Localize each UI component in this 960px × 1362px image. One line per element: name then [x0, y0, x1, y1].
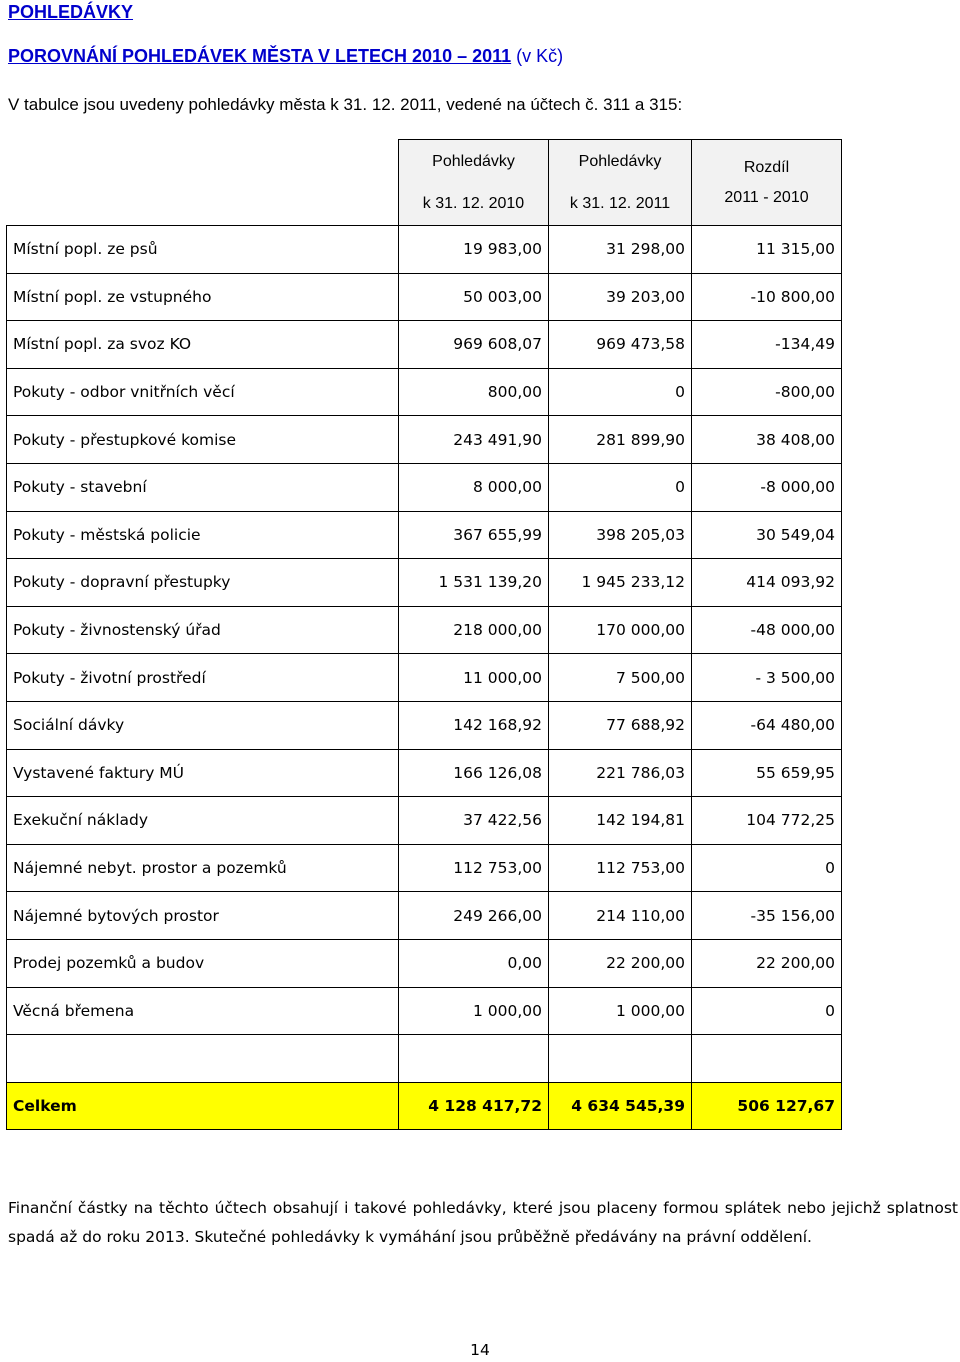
row-label: Nájemné bytových prostor: [7, 892, 399, 940]
row-label: Prodej pozemků a budov: [7, 939, 399, 987]
value-2010: 142 168,92: [399, 701, 549, 749]
value-2011: 22 200,00: [549, 939, 692, 987]
header-2010: [399, 140, 549, 226]
blank-cell: [399, 1035, 549, 1083]
value-diff: 0: [692, 987, 842, 1035]
row-label: Pokuty - stavební: [7, 463, 399, 511]
table-row: [7, 654, 842, 702]
value-diff: - 3 500,00: [692, 654, 842, 702]
row-label: Pokuty - živnostenský úřad: [7, 606, 399, 654]
table-row: [7, 511, 842, 559]
table-row: [7, 844, 842, 892]
row-label: Věcná břemena: [7, 987, 399, 1035]
value-diff: 11 315,00: [692, 226, 842, 274]
intro-text: V tabulce jsou uvedeny pohledávky města k 31. 12. 2011, vedené na účtech č. 311 a 315:: [8, 95, 683, 114]
row-label: Vystavené faktury MÚ: [7, 749, 399, 797]
value-2010: 50 003,00: [399, 273, 549, 321]
blank-row: [7, 1035, 842, 1083]
value-diff: -800,00: [692, 368, 842, 416]
value-2011: 112 753,00: [549, 844, 692, 892]
comparison-title-text: POROVNÁNÍ POHLEDÁVEK MĚSTA V LETECH 2010 – 2011: [8, 46, 512, 66]
value-2010: 1 531 139,20: [399, 559, 549, 607]
value-2011: 214 110,00: [549, 892, 692, 940]
value-2011: 142 194,81: [549, 797, 692, 845]
value-diff: -8 000,00: [692, 463, 842, 511]
value-diff: 38 408,00: [692, 416, 842, 464]
value-2010: 218 000,00: [399, 606, 549, 654]
total-value-diff: 506 127,67: [692, 1082, 842, 1130]
header-diff-line2: 2011 - 2010: [724, 188, 809, 206]
header-2011-line1: Pohledávky: [578, 152, 662, 170]
table-row: [7, 559, 842, 607]
table-row: [7, 892, 842, 940]
header-empty-cell: [7, 140, 399, 226]
value-diff: 22 200,00: [692, 939, 842, 987]
value-2011: 398 205,03: [549, 511, 692, 559]
value-2011: 969 473,58: [549, 321, 692, 369]
header-2011: [549, 140, 692, 226]
value-diff: -35 156,00: [692, 892, 842, 940]
value-diff: 104 772,25: [692, 797, 842, 845]
total-value-2011: 4 634 545,39: [549, 1082, 692, 1130]
row-label: Pokuty - odbor vnitřních věcí: [7, 368, 399, 416]
blank-cell: [692, 1035, 842, 1083]
value-2011: 31 298,00: [549, 226, 692, 274]
value-diff: 0: [692, 844, 842, 892]
row-label: Exekuční náklady: [7, 797, 399, 845]
value-2011: 170 000,00: [549, 606, 692, 654]
table-row: [7, 606, 842, 654]
row-label: Pokuty - dopravní přestupky: [7, 559, 399, 607]
comparison-title: [8, 46, 563, 67]
value-2010: 367 655,99: [399, 511, 549, 559]
row-label: Pokuty - přestupkové komise: [7, 416, 399, 464]
row-label: Pokuty - životní prostředí: [7, 654, 399, 702]
value-2011: 77 688,92: [549, 701, 692, 749]
value-2011: 0: [549, 368, 692, 416]
value-2010: 8 000,00: [399, 463, 549, 511]
value-2011: 1 945 233,12: [549, 559, 692, 607]
value-2010: 800,00: [399, 368, 549, 416]
header-diff: [692, 140, 842, 226]
table-row: [7, 797, 842, 845]
header-2010-line2: k 31. 12. 2010: [422, 194, 525, 212]
table-row: [7, 701, 842, 749]
value-2011: 0: [549, 463, 692, 511]
value-diff: 30 549,04: [692, 511, 842, 559]
table-row: [7, 321, 842, 369]
value-diff: -64 480,00: [692, 701, 842, 749]
table-row: [7, 939, 842, 987]
value-2011: 7 500,00: [549, 654, 692, 702]
value-2011: 39 203,00: [549, 273, 692, 321]
blank-cell: [549, 1035, 692, 1083]
value-2010: 166 126,08: [399, 749, 549, 797]
value-diff: -48 000,00: [692, 606, 842, 654]
table-header-row: [7, 140, 842, 226]
header-2011-line2: k 31. 12. 2011: [569, 194, 671, 212]
table-row: [7, 226, 842, 274]
total-value-2010: 4 128 417,72: [399, 1082, 549, 1130]
value-2010: 1 000,00: [399, 987, 549, 1035]
table-row: [7, 463, 842, 511]
value-2010: 19 983,00: [399, 226, 549, 274]
value-diff: 55 659,95: [692, 749, 842, 797]
page-number: 14: [470, 1341, 490, 1359]
table-row: [7, 273, 842, 321]
blank-cell: [7, 1035, 399, 1083]
value-2010: 243 491,90: [399, 416, 549, 464]
value-2010: 37 422,56: [399, 797, 549, 845]
value-2011: 1 000,00: [549, 987, 692, 1035]
value-2011: 281 899,90: [549, 416, 692, 464]
comparison-title-unit: (v Kč): [516, 46, 564, 66]
footnote: Finanční částky na těchto účtech obsahují i takové pohledávky, které jsou placeny formou splátek nebo jejichž splatnost spadá až do roku 2013. Skutečné pohledávky k vymáhání jsou průběžně předávány na právní oddělení.: [8, 1199, 958, 1246]
value-2010: 11 000,00: [399, 654, 549, 702]
table-row: [7, 368, 842, 416]
value-2010: 249 266,00: [399, 892, 549, 940]
value-2010: 0,00: [399, 939, 549, 987]
value-diff: -10 800,00: [692, 273, 842, 321]
value-diff: -134,49: [692, 321, 842, 369]
page-heading: POHLEDÁVKY: [8, 2, 134, 22]
table-row: [7, 749, 842, 797]
table-row: [7, 987, 842, 1035]
header-2010-line1: Pohledávky: [432, 152, 515, 170]
row-label: Místní popl. ze vstupného: [7, 273, 399, 321]
total-row: [7, 1082, 842, 1130]
value-2010: 969 608,07: [399, 321, 549, 369]
value-diff: 414 093,92: [692, 559, 842, 607]
row-label: Místní popl. za svoz KO: [7, 321, 399, 369]
row-label: Nájemné nebyt. prostor a pozemků: [7, 844, 399, 892]
header-diff-line1: Rozdíl: [743, 158, 790, 176]
row-label: Sociální dávky: [7, 701, 399, 749]
row-label: Místní popl. ze psů: [7, 226, 399, 274]
value-2010: 112 753,00: [399, 844, 549, 892]
total-row-label: Celkem: [7, 1082, 399, 1130]
table-body: [7, 226, 842, 1130]
row-label: Pokuty - městská policie: [7, 511, 399, 559]
value-2011: 221 786,03: [549, 749, 692, 797]
table-row: [7, 416, 842, 464]
receivables-table: [6, 139, 842, 1130]
